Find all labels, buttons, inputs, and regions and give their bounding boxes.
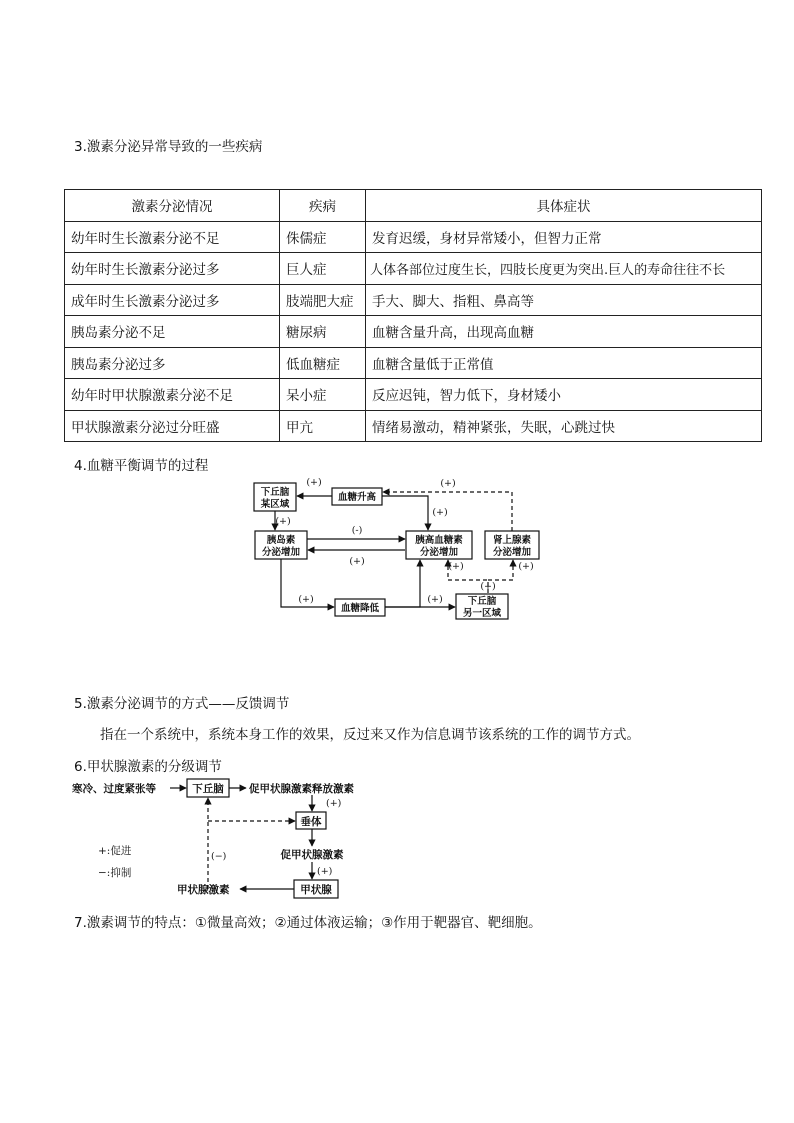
adrenaline-label-1: 肾上腺素 bbox=[492, 535, 532, 546]
hypothalamus-label: 下丘脑 bbox=[192, 783, 224, 795]
cause-cell: 幼年时甲状腺激素分泌不足 bbox=[65, 379, 280, 411]
tsh-label: 促甲状腺激素 bbox=[280, 849, 344, 861]
disease-cell: 呆小症 bbox=[280, 379, 366, 411]
sign-minus: (−) bbox=[211, 851, 227, 862]
symptom-cell: 情绪易激动，精神紧张，失眠，心跳过快 bbox=[366, 410, 762, 442]
symptom-cell: 人体各部位过度生长，四肢长度更为突出.巨人的寿命往往不长 bbox=[366, 253, 762, 285]
legend-minus: −:抑制 bbox=[98, 867, 132, 879]
sign-plus: (+) bbox=[432, 507, 448, 518]
sign-plus: (+) bbox=[518, 561, 534, 572]
disease-cell: 糖尿病 bbox=[280, 316, 366, 348]
sign-plus: (+) bbox=[427, 594, 443, 605]
column-header: 具体症状 bbox=[366, 190, 762, 222]
cause-cell: 胰岛素分泌过多 bbox=[65, 347, 280, 379]
column-header: 激素分泌情况 bbox=[65, 190, 280, 222]
symptom-cell: 反应迟钝，智力低下，身材矮小 bbox=[366, 379, 762, 411]
disease-cell: 甲亢 bbox=[280, 410, 366, 442]
sign-plus: (+) bbox=[448, 561, 464, 572]
pituitary-label: 垂体 bbox=[300, 816, 322, 828]
sign-plus: (+) bbox=[298, 594, 314, 605]
glucagon-label-2: 分泌增加 bbox=[419, 547, 459, 558]
glucagon-label-1: 胰高血糖素 bbox=[415, 535, 463, 546]
sign-plus: (+) bbox=[326, 798, 342, 809]
section3-heading: 3.激素分泌异常导致的一些疾病 bbox=[74, 139, 263, 155]
trh-label: 促甲状腺激素释放激素 bbox=[249, 783, 354, 795]
sugar-down-label: 血糖降低 bbox=[340, 603, 380, 614]
disease-cell: 巨人症 bbox=[280, 253, 366, 285]
hypothalamus-a-label-2: 某区域 bbox=[260, 499, 290, 510]
sign-plus: (+) bbox=[349, 556, 365, 567]
feedback-definition: 指在一个系统中，系统本身工作的效果，反过来又作为信息调节该系统的工作的调节方式。 bbox=[100, 727, 640, 743]
thyroxine-label: 甲状腺激素 bbox=[177, 884, 230, 896]
sign-plus: (+) bbox=[275, 516, 291, 527]
hypothalamus-b-label-2: 另一区域 bbox=[462, 608, 502, 619]
thyroid-diagram bbox=[0, 770, 794, 905]
legend-plus: +:促进 bbox=[98, 845, 132, 857]
sugar-up-label: 血糖升高 bbox=[337, 492, 377, 503]
stimulus-label: 寒冷、过度紧张等 bbox=[72, 783, 156, 795]
symptom-cell: 手大、脚大、指粗、鼻高等 bbox=[366, 284, 762, 316]
cause-cell: 胰岛素分泌不足 bbox=[65, 316, 280, 348]
insulin-label-2: 分泌增加 bbox=[261, 547, 301, 558]
hypothalamus-b-label-1: 下丘脑 bbox=[467, 596, 497, 607]
adrenaline-label-2: 分泌增加 bbox=[492, 547, 532, 558]
section5-heading: 5.激素分泌调节的方式——反馈调节 bbox=[74, 696, 290, 712]
thyroid-label: 甲状腺 bbox=[300, 884, 332, 896]
disease-cell: 肢端肥大症 bbox=[280, 284, 366, 316]
cause-cell: 幼年时生长激素分泌不足 bbox=[65, 221, 280, 253]
section6-heading: 6.甲状腺激素的分级调节 bbox=[74, 759, 222, 775]
cause-cell: 甲状腺激素分泌过分旺盛 bbox=[65, 410, 280, 442]
symptom-cell: 血糖含量低于正常值 bbox=[366, 347, 762, 379]
column-header: 疾病 bbox=[280, 190, 366, 222]
sign-plus: (+) bbox=[317, 866, 333, 877]
section4-heading: 4.血糖平衡调节的过程 bbox=[74, 458, 209, 474]
insulin-label-1: 胰岛素 bbox=[266, 535, 296, 546]
cause-cell: 成年时生长激素分泌过多 bbox=[65, 284, 280, 316]
disease-cell: 侏儒症 bbox=[280, 221, 366, 253]
cause-cell: 幼年时生长激素分泌过多 bbox=[65, 253, 280, 285]
section7-heading: 7.激素调节的特点：①微量高效；②通过体液运输；③作用于靶器官、靶细胞。 bbox=[74, 915, 542, 931]
sign-plus: (+) bbox=[480, 581, 496, 592]
hypothalamus-a-label-1: 下丘脑 bbox=[260, 487, 290, 498]
symptom-cell: 发育迟缓，身材异常矮小，但智力正常 bbox=[366, 221, 762, 253]
symptom-cell: 血糖含量升高，出现高血糖 bbox=[366, 316, 762, 348]
disease-cell: 低血糖症 bbox=[280, 347, 366, 379]
sign-plus: (+) bbox=[440, 478, 456, 489]
sign-minus: (-) bbox=[351, 525, 363, 536]
sign-plus: (+) bbox=[306, 477, 322, 488]
